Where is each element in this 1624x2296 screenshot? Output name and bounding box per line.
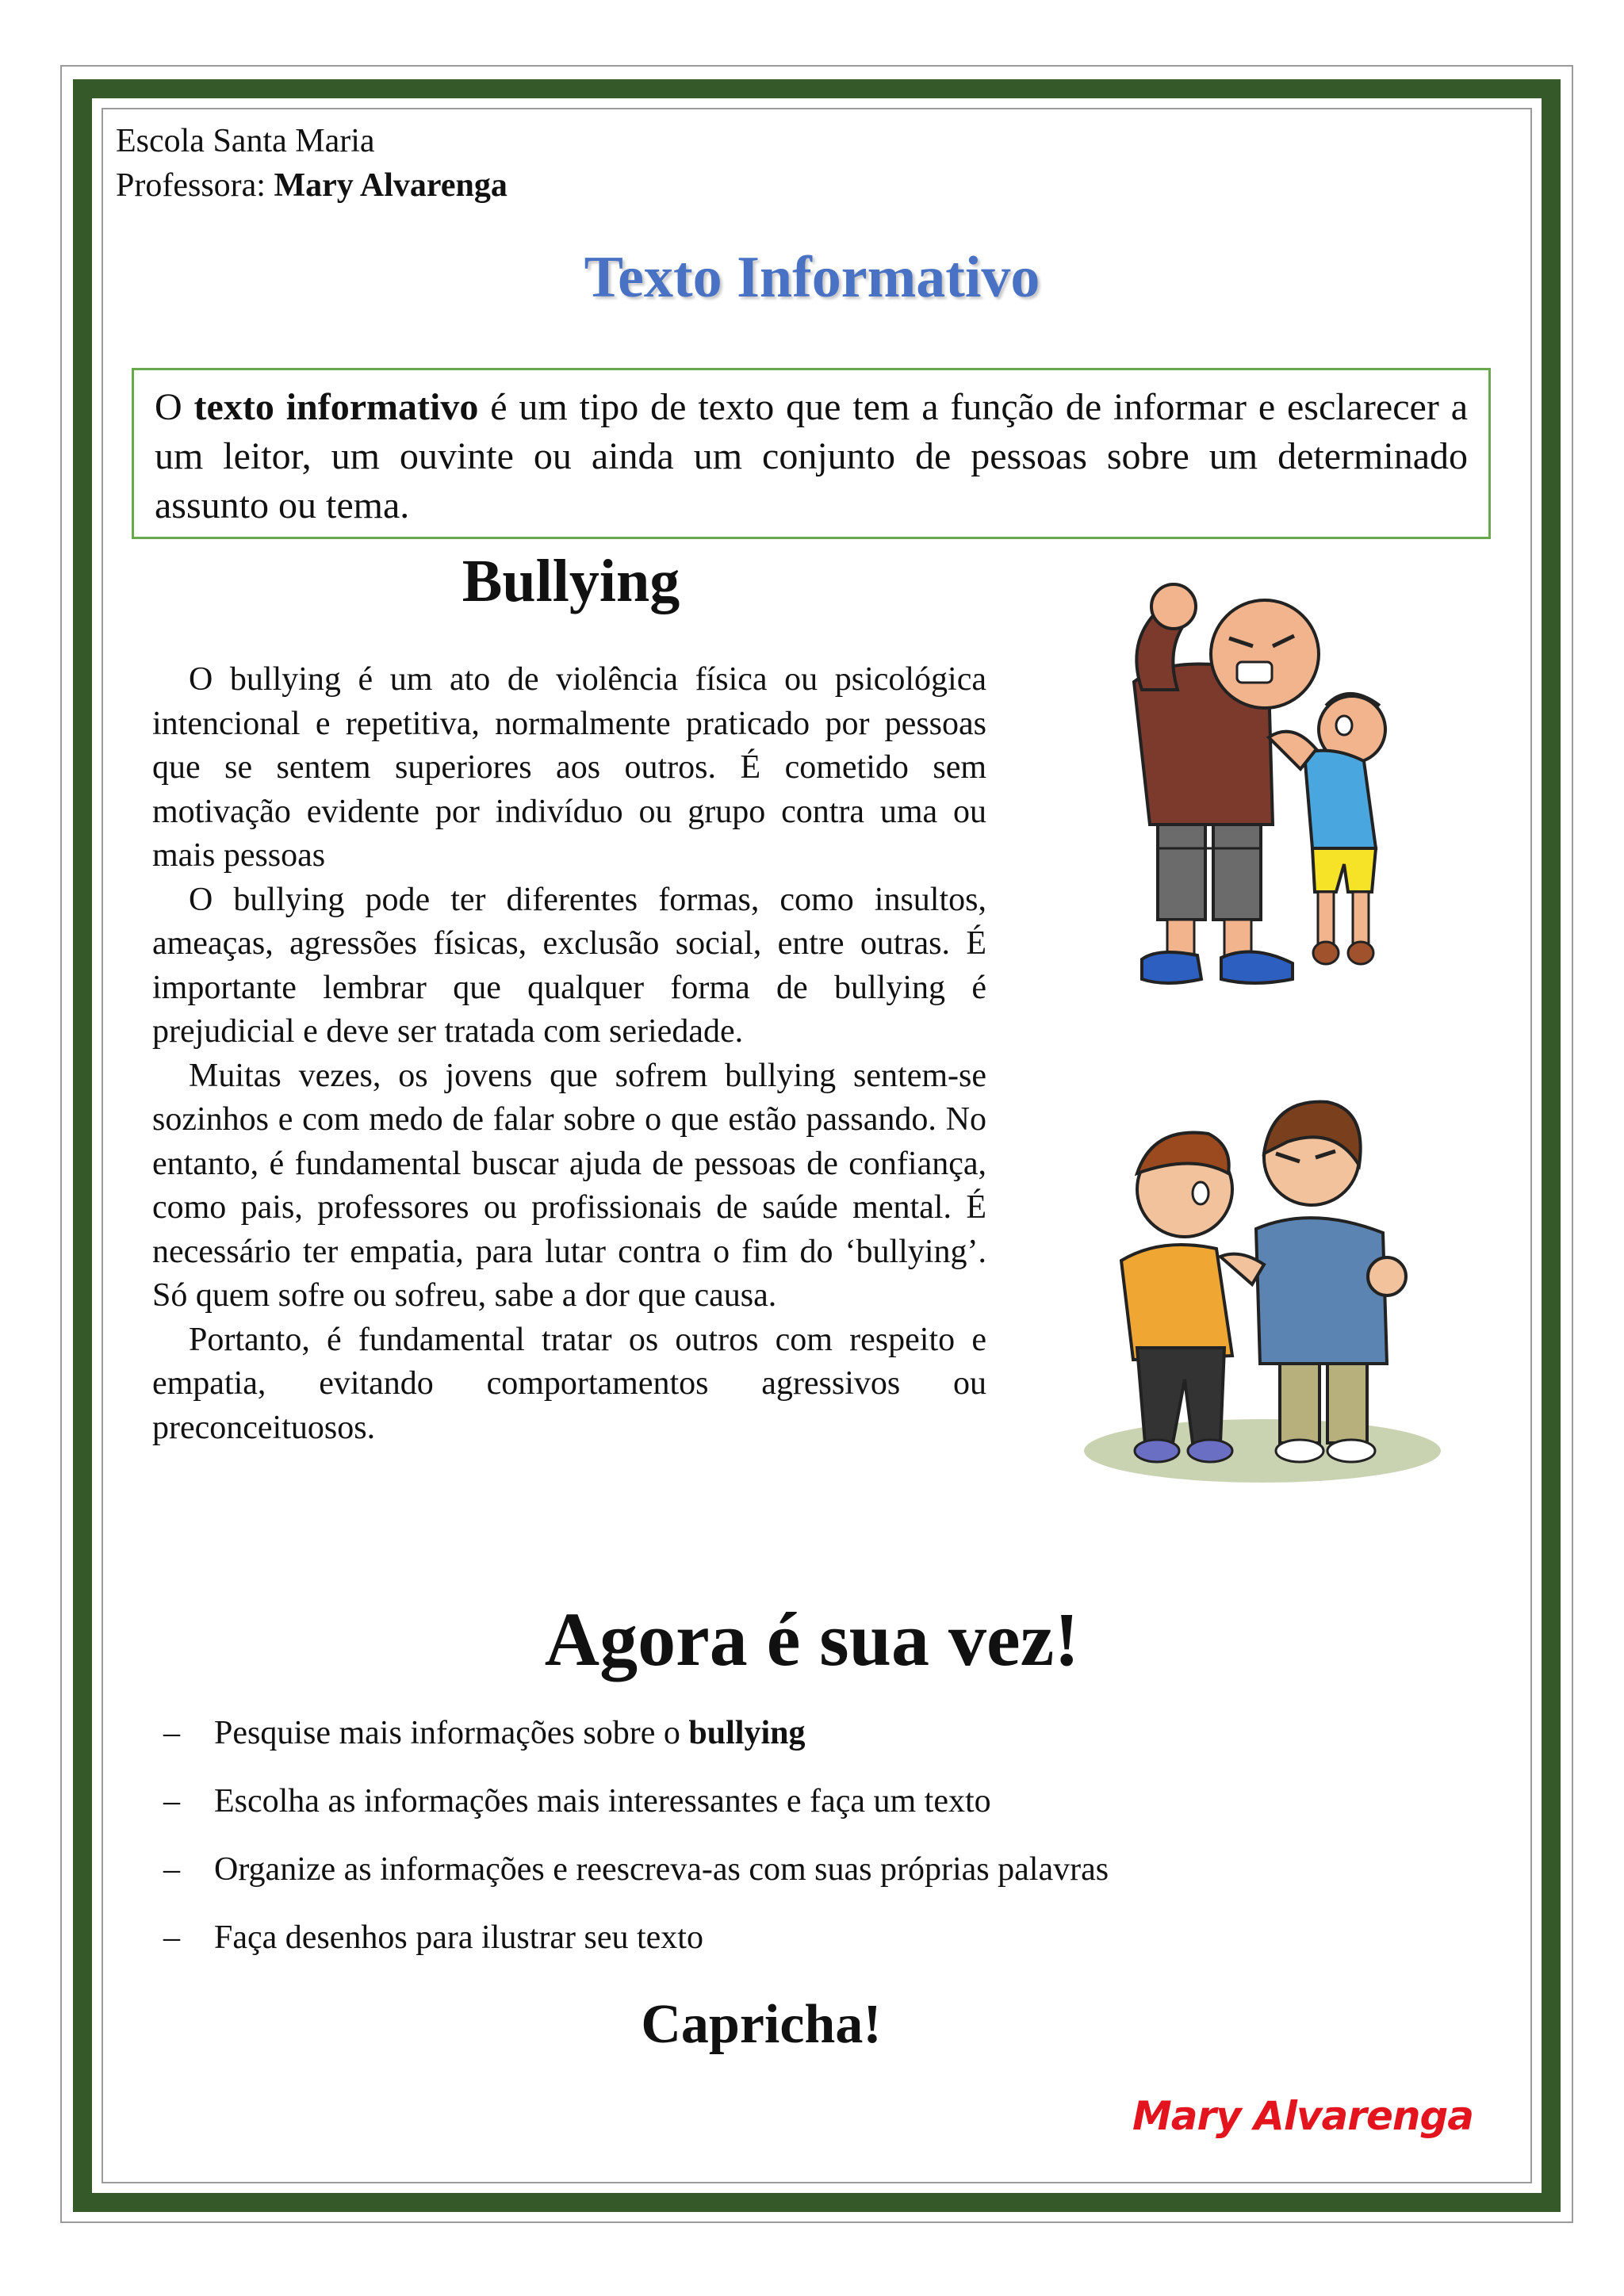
task-text: Escolha as informações mais interessantes e faça um texto [214,1783,991,1820]
task-list [163,1714,1109,1987]
definition-term: texto informativo [193,386,479,428]
list-dash: – [163,1851,180,1888]
call-to-action-title: Agora é sua vez! [544,1597,1080,1682]
document-header [116,119,508,208]
author-signature: Mary Alvarenga [1132,2093,1473,2139]
task-item [163,1714,1109,1782]
article-paragraph-4: Portanto, é fundamental tratar os outros com respeito e empatia, evitando comportamentos agressivos ou preconceituosos. [152,1321,986,1446]
section-title: Bullying [462,548,680,614]
task-text [214,1714,805,1782]
page-title: Texto Informativo [584,245,1040,310]
task-item [163,1782,1109,1850]
bully-lifting-child-illustration [1110,579,1435,1007]
definition-text: é um tipo de texto que tem a função de informar e esclarecer a um leitor, um ouvinte ou ainda um conjunto de pessoas sobre um determinado assunto ou tema. [155,386,1468,526]
task-text-bold: bullying [688,1715,806,1751]
task-text: Organize as informações e reescreva-as com suas próprias palavras [214,1851,1109,1888]
article-paragraph-1: O bullying é um ato de violência física ou psicológica intencional e repetitiva, normalmente praticado por pessoas que se sentem superiores aos outros. É cometido sem motivação evidente por indivíduo ou grupo contra uma ou mais pessoas [152,661,986,874]
list-dash: – [163,1715,180,1751]
definition-box [132,368,1491,539]
task-item [163,1919,1109,1987]
list-dash: – [163,1919,180,1956]
article-paragraph-3: Muitas vezes, os jovens que sofrem bullying sentem-se sozinhos e com medo de falar sobre o que estão passando. No entanto, é fundamental buscar ajuda de pessoas de confiança, como pais, professores ou profissionais de saúde mental. É necessário ter empatia, para lutar contra o fim do ‘bullying’. Só quem sofre ou sofreu, sabe a dor que causa. [152,1057,986,1314]
task-text-plain: Pesquise mais informações sobre o [214,1715,689,1751]
closing-message: Capricha! [641,1994,882,2055]
task-item [163,1850,1109,1919]
kids-arguing-illustration [1074,1078,1451,1490]
definition-lead: O [155,386,194,428]
teacher-name: Mary Alvarenga [274,167,508,204]
task-text: Faça desenhos para ilustrar seu texto [214,1919,703,1956]
school-name: Escola Santa Maria [116,123,375,159]
teacher-line [116,163,508,208]
list-dash: – [163,1783,180,1820]
article-paragraph-2: O bullying pode ter diferentes formas, como insultos, ameaças, agressões físicas, exclusão social, entre outras. É importante lembrar que qualquer forma de bullying é prejudicial e deve ser tratada com seriedade. [152,881,986,1050]
article-body [152,658,986,1540]
teacher-label: Professora: [116,167,274,204]
